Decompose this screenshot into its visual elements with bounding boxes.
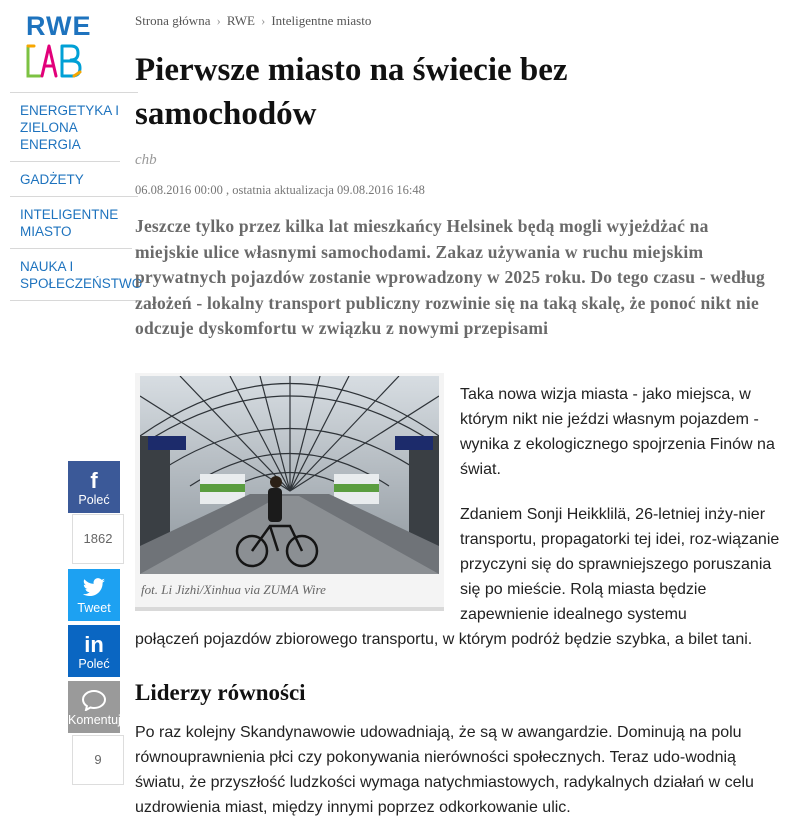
- comments-button[interactable]: [68, 681, 120, 733]
- article-paragraph-1: Taka nowa wizja miasta - jako miejsca, w którym nikt nie jeździ własnym pojazdem - wynika z ekologicznego spojrzenia Finów na świat.: [460, 386, 775, 478]
- twitter-share-label: Tweet: [77, 601, 111, 615]
- article-title: Pierwsze miasto na świecie bez samochodów: [135, 52, 568, 132]
- breadcrumb-section[interactable]: Inteligentne miasto: [271, 13, 372, 28]
- comments-count: 9: [72, 735, 124, 785]
- breadcrumb-separator-icon: ›: [216, 13, 221, 28]
- rwe-lab-logo[interactable]: [26, 11, 92, 82]
- article-lead: Jeszcze tylko przez kilka lat mieszkańcy Helsinek będą mogli wyjeżdżać na miejskie ulice własnymi samochodami. Zakaz używania w ruchu miejskim prywatnych pojazdów zostanie wprowadzony w 2025 roku. Do tego czasu - według założeń - lokalny transport publiczny rozwinie się na taką skalę, że ponoć nikt nie odczuje dyskomfortu w związku z nowymi przepisami: [135, 216, 765, 338]
- facebook-share-button[interactable]: [68, 461, 120, 513]
- article-paragraph-2: Zdaniem Sonji Heikklilä, 26-letniej inży-nier transportu, propagatorki tej idei, roz-wiązanie przyczyni się do sprawniejszego poruszania się po mieście. Rolą miasta będzie zapewnienie idealnego systemu: [460, 506, 780, 623]
- station-photo-illustration: [140, 376, 439, 574]
- article-author[interactable]: chb: [135, 152, 157, 168]
- twitter-icon: [68, 569, 120, 601]
- section-heading: Liderzy równości: [135, 680, 306, 705]
- article-figure: [135, 373, 444, 611]
- breadcrumb: [135, 13, 371, 29]
- logo-rwe-text: RWE: [26, 11, 92, 41]
- facebook-icon: f: [90, 468, 98, 493]
- nav-item-energetyka[interactable]: ENERGETYKA I ZIELONA ENERGIA: [10, 93, 120, 162]
- logo-lab-mark: [26, 42, 86, 82]
- nav-item-nauka[interactable]: NAUKA I SPOŁECZEŃSTWO: [10, 249, 138, 301]
- photo-caption: fot. Li Jizhi/Xinhua via ZUMA Wire: [141, 582, 326, 597]
- comment-bubble-icon: [68, 681, 120, 713]
- breadcrumb-home[interactable]: Strona główna: [135, 13, 211, 28]
- facebook-share-label: Poleć: [78, 493, 110, 507]
- article-dates: 06.08.2016 00:00 , ostatnia aktualizacja 09.08.2016 16:48: [135, 183, 425, 197]
- article-photo[interactable]: [140, 376, 439, 574]
- linkedin-share-label: Poleć: [78, 657, 110, 671]
- section-nav: [10, 92, 143, 301]
- facebook-share-count: 1862: [72, 514, 124, 564]
- breadcrumb-rwe[interactable]: RWE: [226, 13, 255, 28]
- comments-label: Komentuj: [68, 713, 121, 727]
- breadcrumb-separator-icon: ›: [260, 13, 266, 28]
- article-paragraph-3: Po raz kolejny Skandynawowie udowadniają, że są w awangardzie. Dominują na polu równouprawnienia płci czy pokonywania nierówności społecznych. Teraz udo-wodnią światu, że przyszłość ludzkości wymaga natychmiastowych, radykalnych działań w celu uzdrowienia miast, między innymi poprzez odkorkowanie ulic.: [135, 724, 754, 816]
- linkedin-share-button[interactable]: [68, 625, 120, 677]
- nav-item-inteligentne-miasto[interactable]: INTELIGENTNE MIASTO: [10, 197, 132, 249]
- article-paragraph-2-continued: połączeń pojazdów zbiorowego transportu, w którym podróż będzie szybka, a bilet tani.: [135, 631, 753, 648]
- linkedin-icon: in: [84, 632, 104, 657]
- nav-item-gadzety[interactable]: GADŻETY: [10, 162, 138, 197]
- twitter-share-button[interactable]: [68, 569, 120, 621]
